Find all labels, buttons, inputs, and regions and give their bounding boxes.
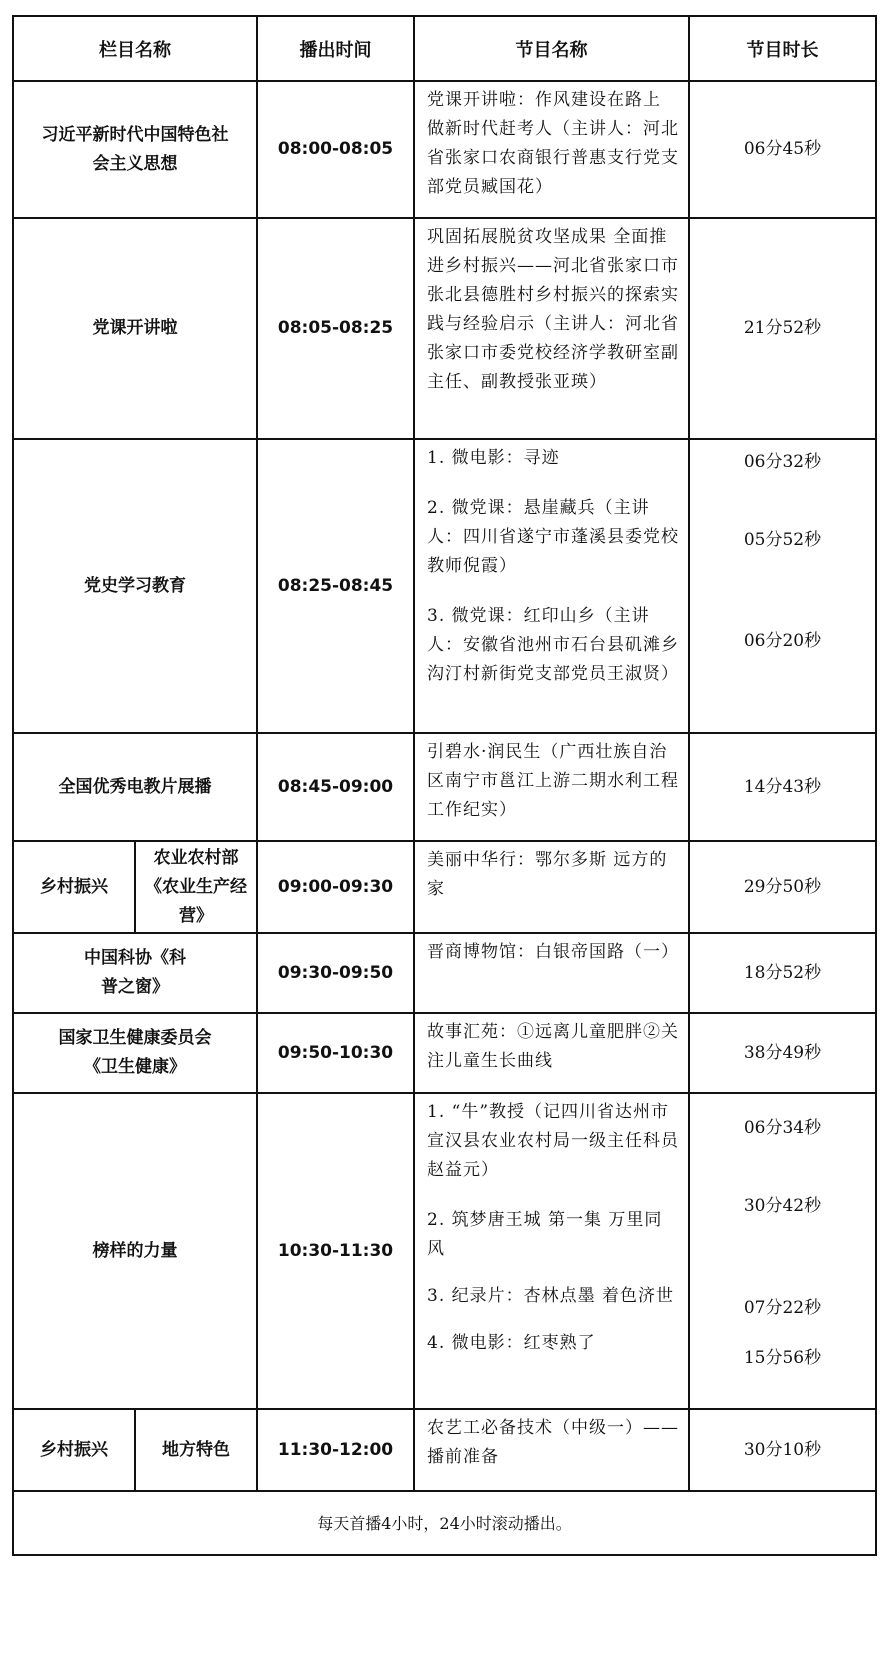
program-item: 3. 纪录片：杏林点墨 着色济世 bbox=[427, 1286, 675, 1306]
duration-item: 06分20秒 bbox=[743, 631, 822, 651]
air-time: 11:30-12:00 bbox=[257, 1409, 414, 1491]
program-item: 巩固拓展脱贫攻坚成果 全面推进乡村振兴——河北省张家口市张北县德胜村乡村振兴的探索实践与经验启示（主讲人：河北省张家口市委党校经济学教研室副主任、副教授张亚瑛） bbox=[427, 227, 679, 392]
duration: 18分52秒 bbox=[689, 933, 876, 1013]
air-time: 08:45-09:00 bbox=[257, 733, 414, 841]
program-name bbox=[414, 1409, 689, 1491]
table-row bbox=[13, 1409, 876, 1491]
air-time: 10:30-11:30 bbox=[257, 1093, 414, 1409]
program-name bbox=[414, 933, 689, 1013]
table-row bbox=[13, 933, 876, 1013]
program-item: 美丽中华行：鄂尔多斯 远方的家 bbox=[427, 850, 668, 899]
duration-item: 06分32秒 bbox=[743, 452, 822, 472]
column-name: 习近平新时代中国特色社会主义思想 bbox=[13, 81, 257, 218]
duration bbox=[689, 1093, 876, 1409]
air-time: 09:00-09:30 bbox=[257, 841, 414, 933]
program-name bbox=[414, 1093, 689, 1409]
program-name bbox=[414, 1013, 689, 1093]
program-name bbox=[414, 439, 689, 733]
duration-item: 07分22秒 bbox=[743, 1298, 822, 1318]
header-program: 节目名称 bbox=[414, 16, 689, 81]
duration: 14分43秒 bbox=[689, 733, 876, 841]
program-name bbox=[414, 841, 689, 933]
column-name: 全国优秀电教片展播 bbox=[13, 733, 257, 841]
program-item: 引碧水·润民生（广西壮族自治区南宁市邕江上游二期水利工程工作纪实） bbox=[427, 742, 679, 820]
program-item: 1. “牛”教授（记四川省达州市宣汉县农业农村局一级主任科员赵益元） bbox=[427, 1102, 679, 1180]
program-name bbox=[414, 218, 689, 439]
duration-item: 15分56秒 bbox=[743, 1348, 822, 1368]
header-column: 栏目名称 bbox=[13, 16, 257, 81]
duration: 29分50秒 bbox=[689, 841, 876, 933]
table-row bbox=[13, 841, 876, 933]
table-row bbox=[13, 81, 876, 218]
duration-item: 30分42秒 bbox=[743, 1196, 822, 1216]
duration: 06分45秒 bbox=[689, 81, 876, 218]
program-item: 农艺工必备技术（中级一）——播前准备 bbox=[427, 1418, 679, 1467]
column-name: 中国科协《科普之窗》 bbox=[13, 933, 257, 1013]
table-row bbox=[13, 733, 876, 841]
column-name: 国家卫生健康委员会《卫生健康》 bbox=[13, 1013, 257, 1093]
program-item: 故事汇苑：①远离儿童肥胖②关注儿童生长曲线 bbox=[427, 1022, 679, 1071]
column-name: 榜样的力量 bbox=[13, 1093, 257, 1409]
program-item: 2. 筑梦唐王城 第一集 万里同风 bbox=[427, 1210, 663, 1259]
schedule-table bbox=[12, 15, 877, 1556]
sub-column-name: 地方特色 bbox=[135, 1409, 257, 1491]
air-time: 08:25-08:45 bbox=[257, 439, 414, 733]
program-name bbox=[414, 733, 689, 841]
duration: 30分10秒 bbox=[689, 1409, 876, 1491]
program-item: 晋商博物馆：白银帝国路（一） bbox=[427, 942, 679, 962]
sub-column-name: 农业农村部《农业生产经营》 bbox=[135, 841, 257, 933]
program-item: 党课开讲啦：作风建设在路上 做新时代赶考人（主讲人：河北省张家口农商银行普惠支行党支部党员臧国花） bbox=[427, 90, 679, 197]
program-item: 2. 微党课：悬崖藏兵（主讲人：四川省遂宁市蓬溪县委党校教师倪霞） bbox=[427, 498, 679, 576]
header-duration: 节目时长 bbox=[689, 16, 876, 81]
air-time: 08:00-08:05 bbox=[257, 81, 414, 218]
table-row bbox=[13, 1093, 876, 1409]
duration: 21分52秒 bbox=[689, 218, 876, 439]
air-time: 08:05-08:25 bbox=[257, 218, 414, 439]
column-name: 党史学习教育 bbox=[13, 439, 257, 733]
column-name: 乡村振兴 bbox=[13, 1409, 135, 1491]
program-item: 3. 微党课：红印山乡（主讲人：安徽省池州市石台县矶滩乡沟汀村新街党支部党员王淑贤） bbox=[427, 606, 679, 684]
footer-note: 每天首播4小时，24小时滚动播出。 bbox=[13, 1491, 876, 1555]
program-item: 4. 微电影：红枣熟了 bbox=[427, 1333, 596, 1353]
column-name: 乡村振兴 bbox=[13, 841, 135, 933]
air-time: 09:30-09:50 bbox=[257, 933, 414, 1013]
table-row bbox=[13, 218, 876, 439]
column-name: 党课开讲啦 bbox=[13, 218, 257, 439]
table-row bbox=[13, 439, 876, 733]
duration-item: 05分52秒 bbox=[743, 530, 822, 550]
header-time: 播出时间 bbox=[257, 16, 414, 81]
program-item: 1. 微电影：寻迹 bbox=[427, 448, 560, 468]
duration-item: 06分34秒 bbox=[743, 1118, 822, 1138]
air-time: 09:50-10:30 bbox=[257, 1013, 414, 1093]
header-row bbox=[13, 16, 876, 81]
table-row bbox=[13, 1013, 876, 1093]
duration: 38分49秒 bbox=[689, 1013, 876, 1093]
footer-row bbox=[13, 1491, 876, 1555]
duration bbox=[689, 439, 876, 733]
program-name bbox=[414, 81, 689, 218]
